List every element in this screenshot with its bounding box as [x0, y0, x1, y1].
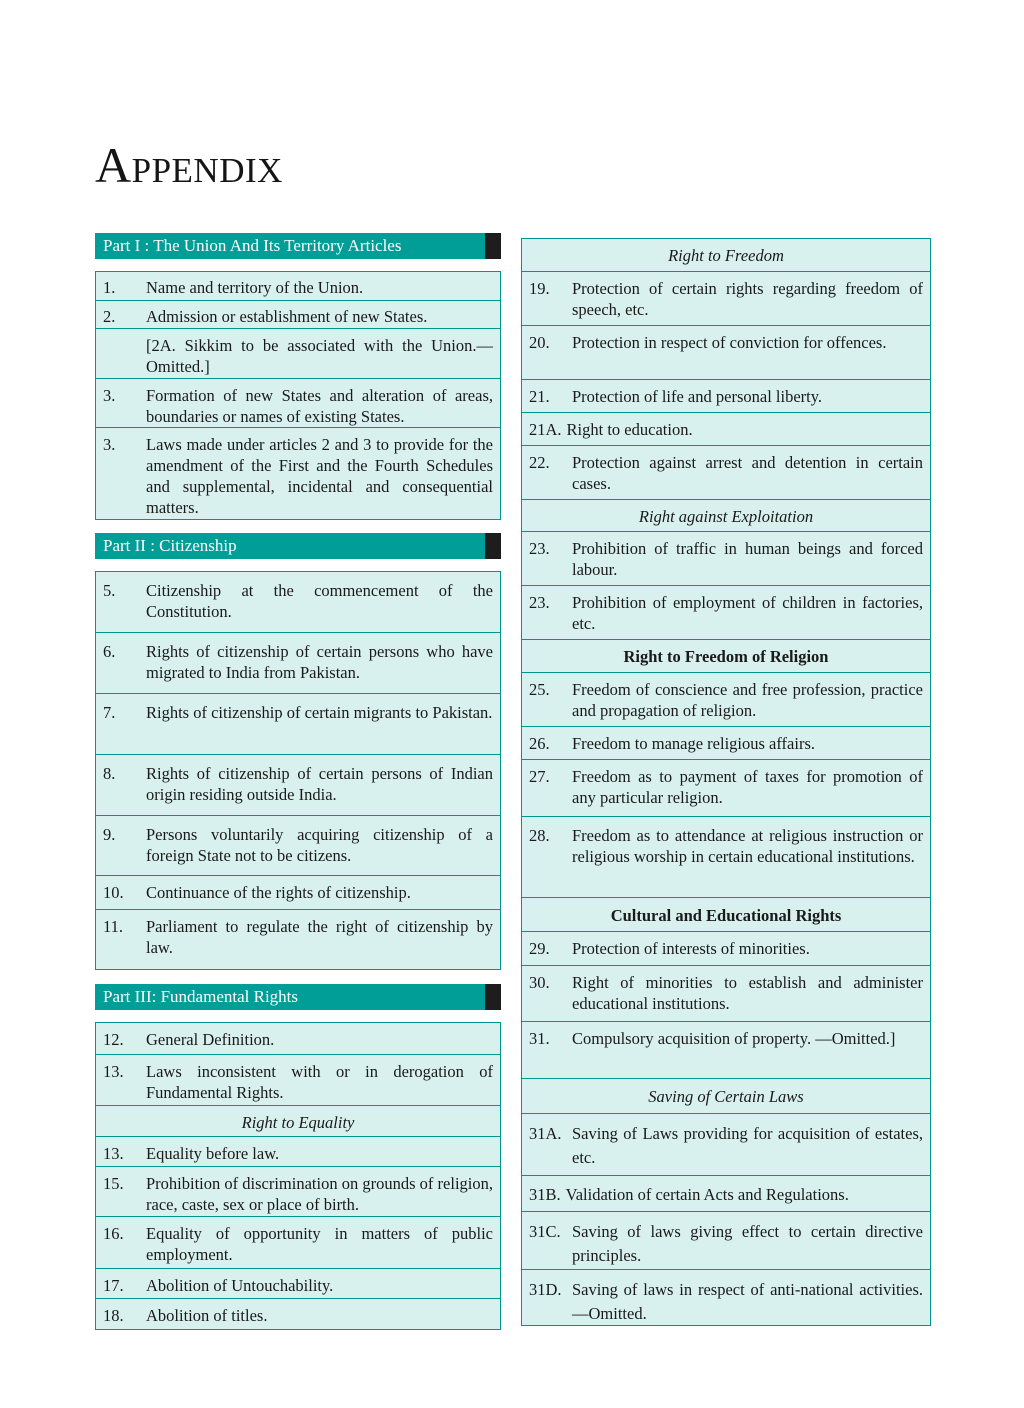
article-number: 10. — [103, 883, 124, 902]
article-text: Freedom as to attendance at religious instruction or religious worship in certain educational institutions. — [572, 826, 923, 866]
table-row — [96, 328, 500, 378]
article-number: 7. — [103, 703, 116, 722]
section-heading: Right to Freedom — [668, 246, 784, 265]
article-number: 31A. — [529, 1124, 562, 1143]
article-number: 20. — [529, 333, 550, 352]
article-text: Right to education. — [566, 420, 693, 439]
article-text: Prohibition of traffic in human beings and forced labour. — [572, 539, 923, 579]
article-number: 13. — [103, 1144, 124, 1163]
article-number: 31. — [529, 1029, 550, 1048]
article-text: Admission or establishment of new States. — [146, 307, 428, 326]
table-row — [96, 909, 500, 969]
table-row — [96, 572, 500, 632]
article-text: Laws inconsistent with or in derogation of Fundamental Rights. — [146, 1062, 493, 1102]
table-row — [522, 531, 930, 585]
part-1-table — [95, 271, 501, 520]
table-row — [522, 816, 930, 897]
article-text: Parliament to regulate the right of citizenship by law. — [146, 917, 493, 957]
article-text: Saving of laws in respect of anti-national activities.—Omitted. — [572, 1280, 923, 1323]
table-row — [96, 1136, 500, 1166]
section-heading: Right to Freedom of Religion — [522, 639, 930, 672]
article-number: 6. — [103, 642, 116, 661]
table-row — [522, 445, 930, 499]
table-row — [96, 815, 500, 875]
table-row — [522, 672, 930, 726]
article-number: 13. — [103, 1062, 124, 1081]
article-number: 21A. — [529, 420, 562, 439]
article-number: 18. — [103, 1306, 124, 1325]
article-number: 8. — [103, 764, 116, 783]
article-number: 27. — [529, 767, 550, 786]
page-title: Appendix — [95, 137, 283, 193]
article-number: 23. — [529, 539, 550, 558]
article-text: Persons voluntarily acquiring citizenship of a foreign State not to be citizens. — [146, 825, 493, 865]
article-text: Equality of opportunity in matters of public employment. — [146, 1224, 493, 1264]
article-number: 29. — [529, 939, 550, 958]
table-row — [96, 1268, 500, 1298]
table-row — [522, 965, 930, 1021]
article-number: 3. — [103, 435, 116, 454]
table-row — [522, 1113, 930, 1175]
article-number: 23. — [529, 593, 550, 612]
table-row — [96, 1054, 500, 1105]
table-row — [522, 412, 930, 445]
article-text: Freedom of conscience and free profession, practice and propagation of religion. — [572, 680, 923, 720]
article-number: 5. — [103, 581, 116, 600]
article-text: Freedom as to payment of taxes for promotion of any particular religion. — [572, 767, 923, 807]
article-number: 25. — [529, 680, 550, 699]
article-text: Rights of citizenship of certain migrants to Pakistan. — [146, 703, 493, 722]
table-row — [96, 875, 500, 909]
article-text: Abolition of Untouchability. — [146, 1276, 334, 1295]
article-text: Protection of life and personal liberty. — [572, 387, 823, 406]
article-text: Protection against arrest and detention in certain cases. — [572, 453, 923, 493]
table-row — [96, 754, 500, 815]
article-number: 31B. — [529, 1185, 561, 1204]
section-subheading: Right to Equality — [96, 1105, 500, 1136]
table-row — [96, 1023, 500, 1054]
article-number: 16. — [103, 1224, 124, 1243]
table-row — [96, 272, 500, 300]
part-3-header: Part III: Fundamental Rights — [95, 984, 501, 1010]
table-row — [522, 931, 930, 965]
article-text: [2A. Sikkim to be associated with the Union.—Omitted.] — [146, 336, 493, 376]
part-3-table — [95, 1022, 501, 1330]
table-row — [96, 632, 500, 693]
article-number: 22. — [529, 453, 550, 472]
table-row — [96, 1216, 500, 1268]
table-row — [522, 1175, 930, 1211]
article-text: Continuance of the rights of citizenship. — [146, 883, 411, 902]
article-text: Laws made under articles 2 and 3 to provide for the amendment of the First and the Fourth Schedules and supplemental, incidental and consequential matters. — [146, 435, 493, 517]
table-row — [522, 1269, 930, 1325]
table-row — [522, 726, 930, 759]
article-number: 15. — [103, 1174, 124, 1193]
article-text: General Definition. — [146, 1030, 275, 1049]
table-row — [522, 271, 930, 325]
article-text: Saving of laws giving effect to certain directive principles. — [572, 1222, 923, 1265]
article-text: Abolition of titles. — [146, 1306, 268, 1325]
article-number: 12. — [103, 1030, 124, 1049]
right-column-table — [521, 238, 931, 1326]
article-text: Saving of Laws providing for acquisition of estates, etc. — [572, 1124, 923, 1167]
part-2-table — [95, 571, 501, 970]
article-text: Prohibition of discrimination on grounds of religion, race, caste, sex or place of birth. — [146, 1174, 493, 1214]
article-text: Right of minorities to establish and administer educational institutions. — [572, 973, 923, 1013]
article-text: Citizenship at the commencement of the Constitution. — [146, 581, 493, 621]
article-number: 31C. — [529, 1222, 561, 1241]
table-row — [522, 1211, 930, 1269]
article-text: Protection of interests of minorities. — [572, 939, 810, 958]
article-text: Equality before law. — [146, 1144, 280, 1163]
table-row — [96, 300, 500, 328]
part-2-header: Part II : Citizenship — [95, 533, 501, 559]
section-heading: Right against Exploitation — [522, 499, 930, 531]
article-number: 28. — [529, 826, 550, 845]
article-number: 2. — [103, 307, 116, 326]
article-number: 17. — [103, 1276, 124, 1295]
article-number: 1. — [103, 278, 116, 297]
article-text: Formation of new States and alteration of areas, boundaries or names of existing States. — [146, 386, 493, 426]
article-text: Name and territory of the Union. — [146, 278, 364, 297]
article-number: 30. — [529, 973, 550, 992]
table-row — [522, 1021, 930, 1078]
article-text: Freedom to manage religious affairs. — [572, 734, 815, 753]
article-number: 3. — [103, 386, 116, 405]
article-text: Protection of certain rights regarding freedom of speech, etc. — [572, 279, 923, 319]
table-row — [96, 427, 500, 519]
table-row — [96, 1166, 500, 1216]
table-row — [522, 759, 930, 816]
article-number: 11. — [103, 917, 124, 936]
article-text: Validation of certain Acts and Regulations. — [565, 1185, 849, 1204]
section-heading: Cultural and Educational Rights — [522, 897, 930, 931]
article-number: 19. — [529, 279, 550, 298]
article-text: Rights of citizenship of certain persons of Indian origin residing outside India. — [146, 764, 493, 804]
table-row — [96, 378, 500, 427]
section-heading: Saving of Certain Laws — [522, 1078, 930, 1113]
article-number: 21. — [529, 387, 550, 406]
article-text: Protection in respect of conviction for offences. — [572, 333, 887, 352]
table-row — [522, 585, 930, 639]
article-text: Rights of citizenship of certain persons who have migrated to India from Pakistan. — [146, 642, 493, 682]
article-text: Compulsory acquisition of property. —Omitted.] — [572, 1029, 896, 1048]
table-row — [522, 325, 930, 379]
part-1-header: Part I : The Union And Its Territory Articles — [95, 233, 501, 259]
left-column — [95, 233, 501, 1330]
article-number: 31D. — [529, 1280, 562, 1299]
article-number: 9. — [103, 825, 116, 844]
table-row — [522, 379, 930, 412]
table-row — [96, 693, 500, 754]
table-row — [96, 1298, 500, 1329]
article-text: Prohibition of employment of children in factories, etc. — [572, 593, 923, 633]
article-number: 26. — [529, 734, 550, 753]
